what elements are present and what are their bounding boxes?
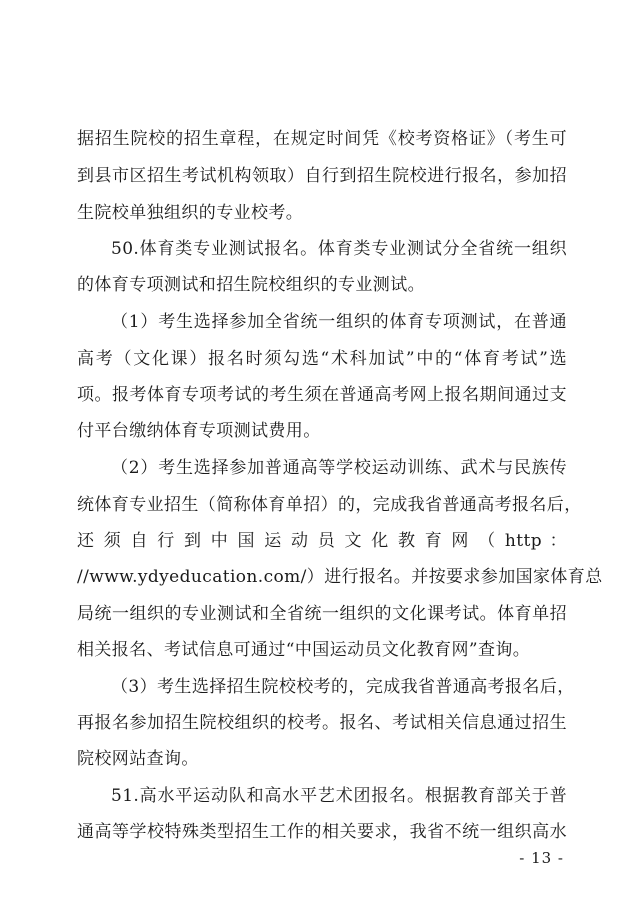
page-number: - 13 - <box>519 849 564 867</box>
text-line-17: 再报名参加招生院校组织的校考。报名、考试相关信息通过招生 <box>77 713 567 733</box>
text-line-14: 局统一组织的专业测试和全省统一组织的文化课考试。体育单招 <box>77 604 567 624</box>
text-line-11: 统体育专业招生（简称体育单招）的，完成我省普通高考报名后， <box>77 495 582 515</box>
text-line-7: 高考（文化课）报名时须勾选“术科加试”中的“体育考试”选 <box>77 349 567 369</box>
text-line-8: 项。报考体育专项考试的考生须在普通高考网上报名期间通过支 <box>77 385 567 405</box>
text-line-10: （2）考生选择参加普通高等学校运动训练、武术与民族传 <box>111 458 567 478</box>
text-line-15: 相关报名、考试信息可通过“中国运动员文化教育网”查询。 <box>77 640 531 660</box>
text-line-12: 还 须 自 行 到 中 国 运 动 员 文 化 教 育 网 （ http ： <box>77 531 567 551</box>
text-line-3: 生院校单独组织的专业校考。 <box>77 203 304 223</box>
text-line-5: 的体育专项测试和招生院校组织的专业测试。 <box>77 275 425 295</box>
text-line-6: （1）考生选择参加全省统一组织的体育专项测试，在普通 <box>111 312 567 332</box>
text-line-19: 51.高水平运动队和高水平艺术团报名。根据教育部关于普 <box>111 786 567 806</box>
text-line-18: 院校网站查询。 <box>77 749 199 769</box>
text-line-20: 通高等学校特殊类型招生工作的相关要求，我省不统一组织高水 <box>77 822 567 842</box>
text-line-16: （3）考生选择招生院校校考的，完成我省普通高考报名后， <box>111 677 575 697</box>
text-line-9: 付平台缴纳体育专项测试费用。 <box>77 421 321 441</box>
text-line-13: //www.ydyeducation.com/）进行报名。并按要求参加国家体育总 <box>77 567 603 587</box>
text-line-2: 到县市区招生考试机构领取）自行到招生院校进行报名，参加招 <box>77 166 567 186</box>
text-line-4: 50.体育类专业测试报名。体育类专业测试分全省统一组织 <box>111 239 567 259</box>
text-line-1: 据招生院校的招生章程，在规定时间凭《校考资格证》（考生可 <box>77 129 567 149</box>
